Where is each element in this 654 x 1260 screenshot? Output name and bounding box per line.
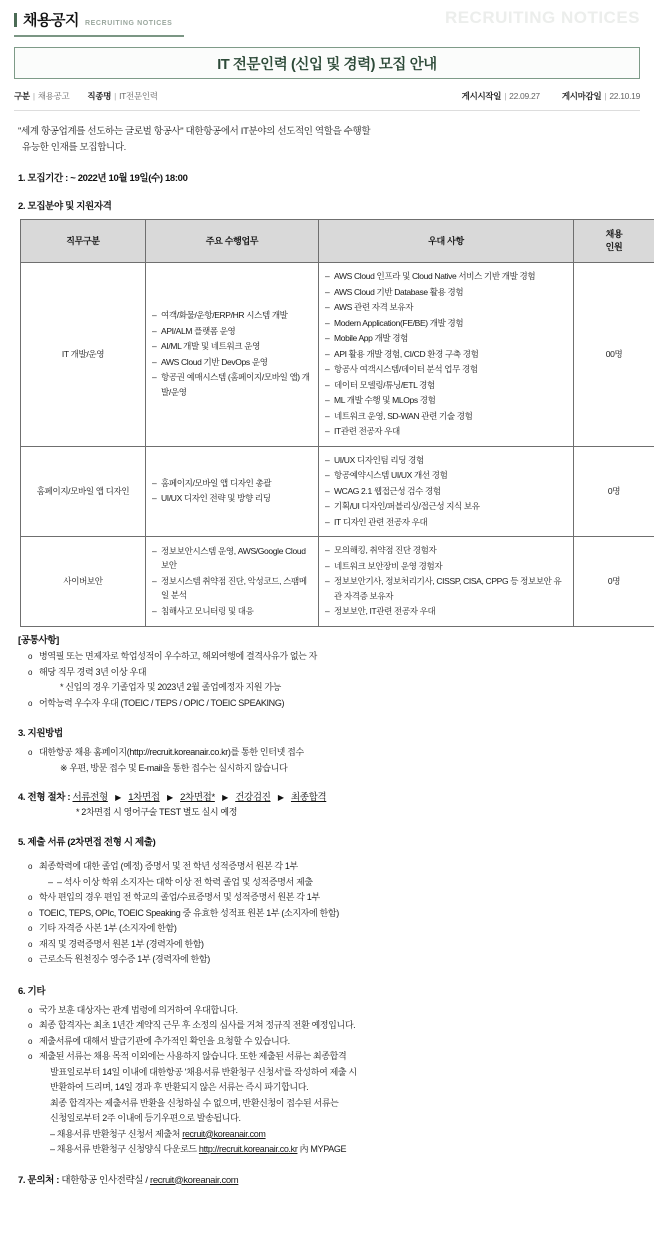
meta-start-label: 게시시작일 — [461, 91, 502, 101]
page-title: IT 전문인력 (신입 및 경력) 모집 안내 — [217, 56, 437, 73]
preference-item: – 항공사 여객시스템/데이터 분석 업무 경험 — [325, 362, 567, 377]
meta-end-date — [562, 90, 640, 102]
meta-position-value: IT전문인력 — [119, 91, 158, 101]
bottom-spacer — [0, 1186, 654, 1196]
preference-item: – 네트워크 운영, SD-WAN 관련 기술 경험 — [325, 409, 567, 424]
apply-method-note: ※ 우편, 방문 접수 및 E-mail을 통한 접수는 실시하지 않습니다 — [60, 762, 288, 773]
section-2-heading: 2. 모집분야 및 지원자격 — [18, 201, 112, 212]
list-item: o 어학능력 우수자 우대 (TOEIC / TEPS / OPIC / TOEIC SPEAKING) — [28, 696, 636, 712]
process-note: * 2차면접 시 영어구술 TEST 별도 실시 예정 — [76, 807, 238, 817]
preference-list — [325, 269, 567, 439]
row-preferences — [319, 263, 574, 447]
header-subtitle: RECRUITING NOTICES — [84, 20, 173, 27]
row-preferences — [319, 446, 574, 537]
section-6-heading: 6. 기타 — [18, 985, 46, 997]
row-count: 00명 — [574, 263, 654, 447]
preference-item: – UI/UX 디자인팀 리딩 경험 — [325, 453, 567, 468]
row-duties — [146, 537, 319, 627]
list-item-subnote — [39, 875, 636, 891]
meta-separator: | — [604, 91, 607, 101]
meta-row — [14, 90, 640, 111]
duty-item: – AWS Cloud 기반 DevOps 운영 — [152, 355, 312, 370]
arrow-icon: ▶ — [222, 793, 228, 802]
apply-method-list — [18, 745, 636, 776]
row-job: 사이버보안 — [21, 537, 146, 627]
preference-item: – 데이터 모델링/튜닝/ETL 경험 — [325, 378, 567, 393]
other-info-list — [18, 1003, 636, 1158]
meta-category-value: 채용공고 — [37, 91, 70, 101]
table-body — [21, 263, 654, 627]
preference-item: – AWS Cloud 인프라 및 Cloud Native 서비스 기반 개발 경험 — [325, 269, 567, 284]
header-underline — [14, 35, 184, 37]
table-header-row — [21, 220, 654, 263]
section-7-body: 대한항공 인사전략실 / — [59, 1174, 150, 1186]
list-item-line-2: 발표일로부터 14일 이내에 대한항공 '채용서류 반환청구 신청서'를 작성하여 제출 시 — [50, 1066, 357, 1077]
accent-bar-icon — [14, 13, 17, 27]
table-row — [21, 446, 654, 537]
intro-paragraph — [18, 124, 636, 156]
table-header-job: 직무구분 — [21, 220, 146, 263]
return-form-download-line — [39, 1142, 636, 1158]
duty-item: – 침해사고 모니터링 및 대응 — [152, 604, 312, 619]
page-header — [14, 0, 640, 44]
common-requirements-heading: [공통사항] — [18, 634, 59, 646]
duty-list — [152, 476, 312, 506]
return-form-download-text: – 채용서류 반환청구 신청양식 다운로드 — [50, 1144, 199, 1154]
notice-title-box — [14, 47, 640, 79]
list-item — [28, 859, 636, 890]
process-step-5: 최종합격 — [290, 792, 327, 803]
header-title: 채용공지 — [23, 12, 79, 29]
preference-list — [325, 543, 567, 619]
preference-item: – 정보보안기사, 정보처리기사, CISSP, CISA, CPPG 등 정보보안 유관 자격증 보유자 — [325, 574, 567, 603]
list-item-text: 해당 직무 경력 3년 이상 우대 — [39, 666, 147, 677]
return-request-email-link[interactable]: recruit@koreanair.com — [182, 1128, 266, 1139]
list-item — [28, 665, 636, 696]
section-7-heading: 7. 문의처 : — [18, 1174, 60, 1186]
section-1-heading: 1. 모집기간 : ~ 2022년 10월 19일(수) 18:00 — [18, 173, 188, 184]
meta-start-date — [462, 90, 540, 102]
common-requirements-block — [18, 633, 636, 712]
preference-item: – AWS 관련 자격 보유자 — [325, 300, 567, 315]
preference-item: – Modern Application(FE/BE) 개발 경험 — [325, 316, 567, 331]
duty-item: – AI/ML 개발 및 네트워크 운영 — [152, 339, 312, 354]
list-item-line-5: 신청일로부터 2주 이내에 등기우편으로 발송됩니다. — [50, 1113, 241, 1123]
table-row — [21, 537, 654, 627]
list-item: o 근로소득 원천징수 영수증 1부 (경력자에 한함) — [28, 952, 636, 968]
duty-list — [152, 544, 312, 619]
recruitment-table-wrapper — [20, 219, 634, 627]
arrow-icon: ▶ — [115, 793, 121, 802]
preference-item: – AWS Cloud 기반 Database 활용 경험 — [325, 285, 567, 300]
row-duties — [146, 263, 319, 447]
arrow-icon: ▶ — [166, 793, 173, 802]
row-preferences — [319, 537, 574, 627]
list-item: o 기타 자격증 사본 1부 (소지자에 한함) — [28, 921, 636, 937]
row-count: 0명 — [574, 446, 654, 537]
contact-email-link[interactable]: recruit@koreanair.com — [150, 1174, 239, 1186]
preference-list — [325, 453, 567, 530]
list-item-text: 최종학력에 대한 졸업 (예정) 증명서 및 전 학년 성적증명서 원본 각 1부 — [39, 861, 298, 871]
duty-item: – API/ALM 플랫폼 운영 — [152, 324, 312, 339]
meta-position-label: 직종명 — [87, 91, 112, 101]
process-step-2: 1차면접 — [128, 792, 160, 803]
preference-item: – 항공예약시스템 UI/UX 개선 경험 — [325, 468, 567, 483]
list-item — [28, 745, 636, 776]
duty-item: – 여객/화물/운항/ERP/HR 시스템 개발 — [152, 308, 312, 323]
section-4-heading: 4. 전형 절차 : — [18, 792, 71, 803]
list-item: o 제출서류에 대해서 발급기관에 추가적인 확인을 요청할 수 있습니다. — [28, 1034, 636, 1050]
row-job: IT 개발/운영 — [21, 263, 146, 447]
preference-item: – IT관련 전공자 우대 — [325, 424, 567, 439]
duty-list — [152, 308, 312, 399]
recruit-site-link[interactable]: http://recruit.koreanair.co.kr — [198, 1144, 298, 1154]
preference-item: – 기획/UI 디자인/퍼블리싱/접근성 지식 보유 — [325, 499, 567, 514]
preference-item: – IT 디자인 관련 전공자 우대 — [325, 515, 567, 530]
return-request-submit-line — [39, 1127, 636, 1143]
subnote-text: – 석사 이상 학위 소지자는 대학 이상 전 학력 졸업 및 성적증명서 제출 — [57, 876, 313, 887]
duty-item: – 홈페이지/모바일 앱 디자인 총괄 — [152, 476, 312, 491]
meta-start-value: 22.09.27 — [509, 91, 540, 101]
process-step-3: 2차면접* — [180, 792, 215, 803]
preference-item: – WCAG 2.1 웹접근성 검수 경험 — [325, 484, 567, 499]
return-request-submit-text: – 채용서류 반환청구 신청서 제출처 — [50, 1128, 183, 1139]
list-item-line-3: 반환하여 드리며, 14일 경과 후 반환되지 않은 서류는 즉시 파기합니다. — [50, 1082, 309, 1092]
list-item-text: 대한항공 채용 홈페이지(http://recruit.koreanair.co.kr)를 통한 인터넷 접수 — [39, 747, 304, 757]
section-3-block — [18, 745, 636, 776]
documents-list — [18, 859, 636, 968]
meta-separator: | — [32, 91, 35, 101]
table-header-preference: 우대 사항 — [319, 220, 574, 263]
section-7-contact — [18, 1172, 636, 1186]
list-item: o 재직 및 경력증명서 원본 1부 (경력자에 한함) — [28, 937, 636, 953]
duty-item: – 항공권 예매시스템 (홈페이지/모바일 앱) 개발/운영 — [152, 370, 312, 399]
common-requirements-list — [18, 649, 636, 711]
section-3-heading: 3. 지원방법 — [18, 728, 63, 739]
list-item: o 국가 보훈 대상자는 관계 법령에 의거하여 우대합니다. — [28, 1003, 636, 1019]
intro-line-2: 유능한 인재를 모집합니다. — [22, 142, 126, 153]
preference-item: – 정보보안, IT관련 전공자 우대 — [325, 604, 567, 619]
meta-end-label: 게시마감일 — [561, 91, 602, 101]
process-step-4: 건강검진 — [235, 792, 271, 803]
meta-separator: | — [504, 91, 507, 101]
table-header-duty: 주요 수행업무 — [146, 220, 319, 263]
row-duties — [146, 446, 319, 537]
duty-item: – 정보보안시스템 운영, AWS/Google Cloud 보안 — [152, 544, 312, 573]
preference-item: – Mobile App 개발 경험 — [325, 331, 567, 346]
list-item: o 병역필 또는 면제자로 학업성적이 우수하고, 해외여행에 결격사유가 없는 자 — [28, 649, 636, 665]
header-badge — [14, 9, 172, 30]
list-item-text: 제출된 서류는 채용 목적 이외에는 사용하지 않습니다. 또한 제출된 서류는 최종합격 — [39, 1051, 347, 1061]
intro-line-1: "세계 항공업계를 선도하는 글로벌 항공사" 대한항공에서 IT분야의 선도적인 역할을 수행할 — [18, 126, 371, 137]
meta-category-label: 구분 — [14, 91, 30, 101]
meta-category — [14, 90, 69, 102]
meta-position — [87, 90, 157, 102]
meta-separator: | — [114, 91, 117, 101]
list-item: o 최종 합격자는 최초 1년간 계약직 근무 후 소정의 심사를 거쳐 정규직 전환 예정입니다. — [28, 1018, 636, 1034]
list-item: o 학사 편입의 경우 편입 전 학교의 졸업/수료증명서 및 성적증명서 원본 각 1부 — [28, 890, 636, 906]
arrow-icon: ▶ — [277, 793, 284, 802]
row-job: 홈페이지/모바일 앱 디자인 — [21, 446, 146, 537]
preference-item: – 네트워크 보안장비 운영 경험자 — [325, 559, 567, 574]
duty-item: – UI/UX 디자인 전략 및 방향 리딩 — [152, 491, 312, 506]
section-4-process — [18, 789, 636, 818]
list-item-line-4: 최종 합격자는 제출서류 반환을 신청하실 수 없으며, 반환신청이 접수된 서류는 — [50, 1097, 339, 1108]
row-count: 0명 — [574, 537, 654, 627]
preference-item: – API 활용 개발 경험, CI/CD 환경 구축 경험 — [325, 347, 567, 362]
duty-item: – 정보시스템 취약점 진단, 악성코드, 스팸메일 분석 — [152, 574, 312, 603]
table-header-count — [574, 220, 654, 263]
table-header-count-line2: 인원 — [605, 242, 623, 252]
list-item-note: * 신입의 경우 기졸업자 및 2023년 2월 졸업예정자 지원 가능 — [60, 682, 282, 692]
list-item: o TOEIC, TEPS, OPIc, TOEIC Speaking 중 유효한 성적표 원본 1부 (소지자에 한함) — [28, 906, 636, 922]
table-header-count-line1: 채용 — [605, 229, 623, 239]
recruitment-table — [20, 219, 654, 627]
section-5-block — [18, 859, 636, 968]
preference-item: – 모의해킹, 취약점 진단 경험자 — [325, 543, 567, 558]
return-form-download-tail: 內 MYPAGE — [297, 1144, 347, 1154]
preference-item: – ML 개발 수행 및 MLOps 경험 — [325, 393, 567, 408]
process-step-1: 서류전형 — [72, 792, 108, 803]
table-row — [21, 263, 654, 447]
list-item — [28, 1049, 636, 1158]
section-6-block — [18, 1003, 636, 1158]
meta-end-value: 22.10.19 — [609, 91, 640, 101]
header-watermark: RECRUITING NOTICES — [444, 8, 640, 27]
section-5-heading: 5. 제출 서류 (2차면접 전형 시 제출) — [18, 837, 156, 848]
